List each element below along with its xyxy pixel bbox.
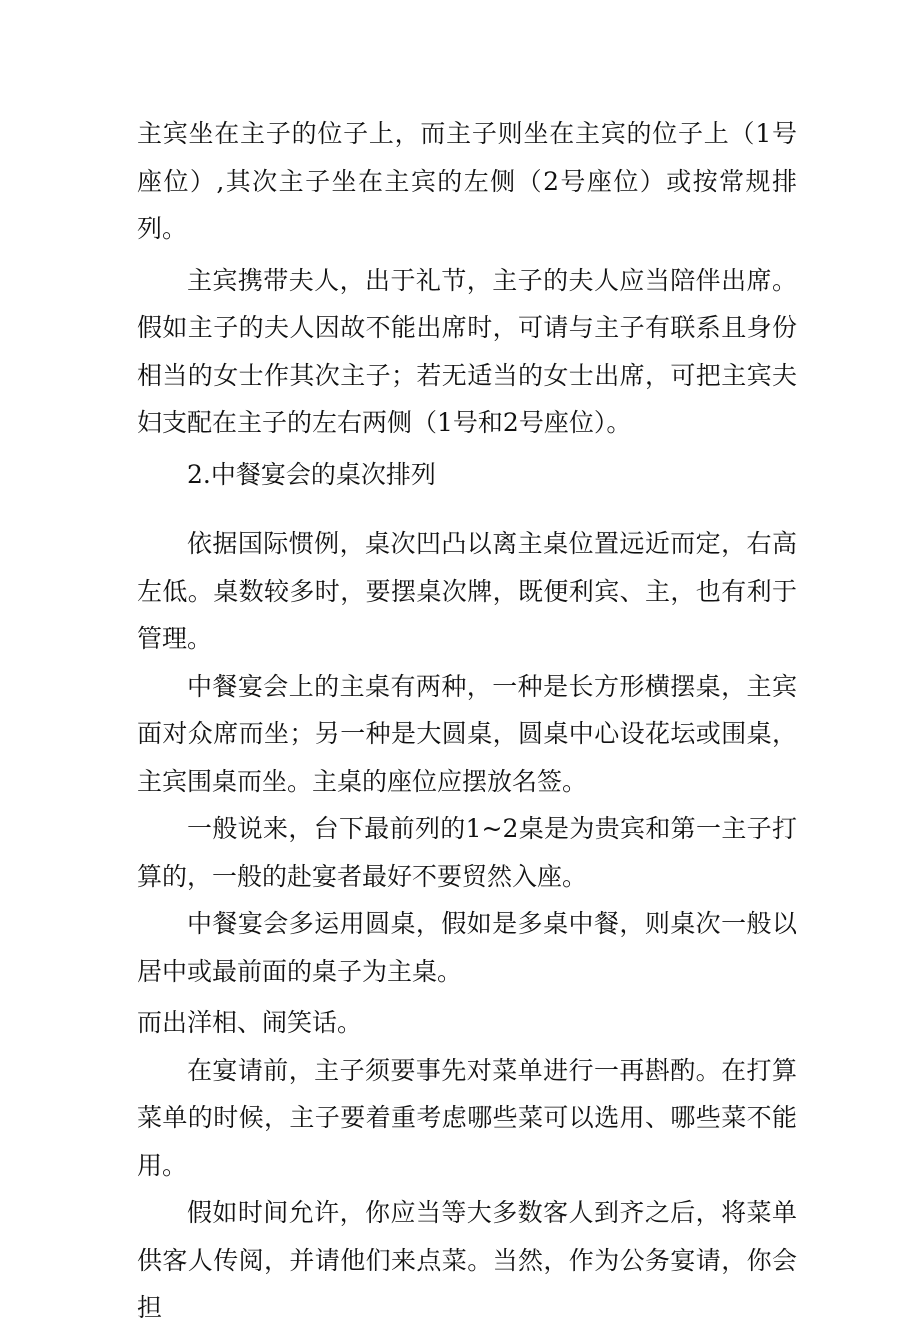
paragraph-front-tables: 一般说来，台下最前列的1~2桌是为贵宾和第一主子打算的，一般的赴宴者最好不要贸然入座。 bbox=[137, 814, 797, 891]
paragraph-menu-passing: 假如时间允许，你应当等大多数客人到齐之后，将菜单供客人传阅，并请他们来点菜。当然，作为公务宴请，你会担 bbox=[137, 1198, 797, 1322]
document-body bbox=[137, 110, 797, 1332]
section-heading-table-order: 2.中餐宴会的桌次排列 bbox=[187, 459, 436, 489]
paragraph-spouse-attendance: 主宾携带夫人，出于礼节，主子的夫人应当陪伴出席。假如主子的夫人因故不能出席时，可请与主子有联系且身份相当的女士作其次主子；若无适当的女士出席，可把主宾夫妇支配在主子的左右两侧（1号和2号座位）。 bbox=[137, 265, 797, 437]
paragraph-main-table-types: 中餐宴会上的主桌有两种，一种是长方形横摆桌，主宾面对众席而坐；另一种是大圆桌，圆桌中心设花坛或围桌，主宾围桌而坐。主桌的座位应摆放名签。 bbox=[137, 671, 797, 796]
paragraph-fragment: 而出洋相、闹笑话。 bbox=[137, 1008, 363, 1037]
paragraph-seat-swap: 主宾坐在主子的位子上，而主子则坐在主宾的位子上（1号座位）,其次主子坐在主宾的左侧（2号座位）或按常规排列。 bbox=[137, 119, 797, 243]
paragraph-menu-planning: 在宴请前，主子须要事先对菜单进行一再斟酌。在打算菜单的时候，主子要着重考虑哪些菜可以选用、哪些菜不能用。 bbox=[137, 1055, 797, 1180]
paragraph-international-practice: 依据国际惯例，桌次凹凸以离主桌位置远近而定，右高左低。桌数较多时，要摆桌次牌，既便利宾、主，也有利于管理。 bbox=[137, 529, 797, 653]
paragraph-round-tables: 中餐宴会多运用圆桌，假如是多桌中餐，则桌次一般以居中或最前面的桌子为主桌。 bbox=[137, 909, 797, 986]
